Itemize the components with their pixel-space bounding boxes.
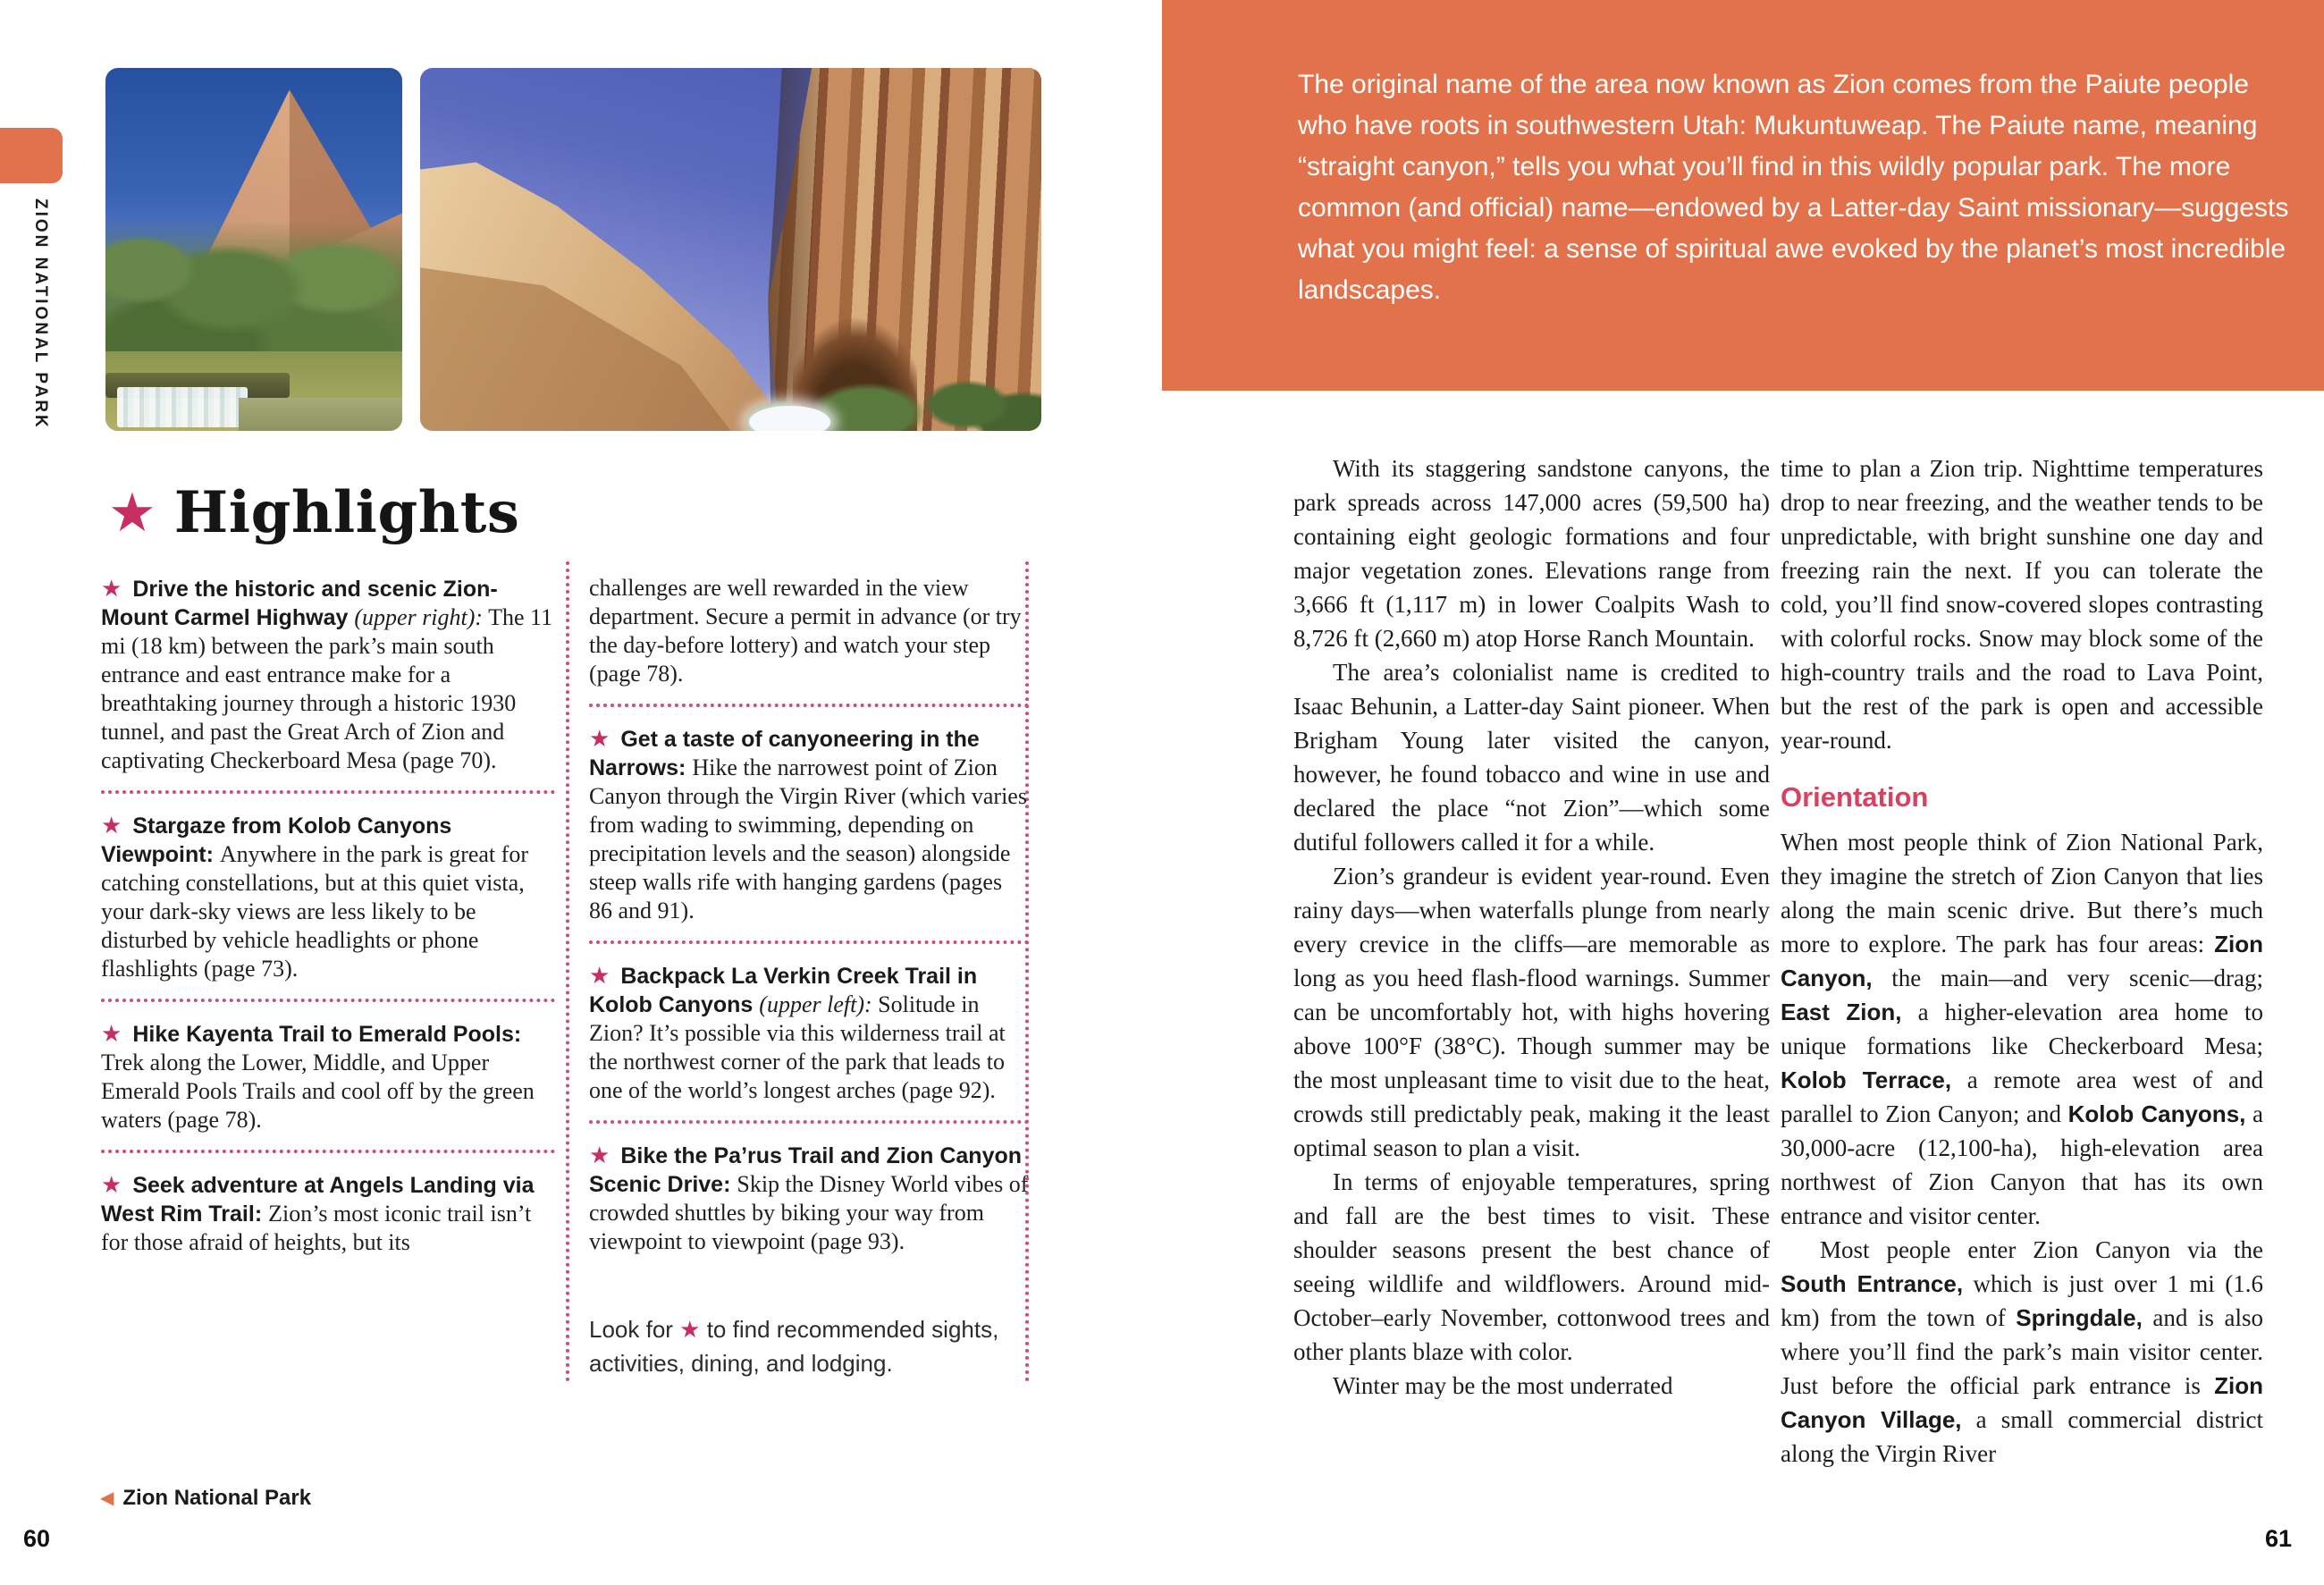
highlight-entry (589, 724, 1033, 925)
dotted-separator (101, 1150, 555, 1153)
photo-canyon-arch-image (420, 68, 1041, 431)
highlights-heading (108, 479, 519, 546)
highlights-column-1 (101, 574, 559, 1257)
star-icon: ★ (101, 1020, 122, 1047)
breadcrumb (100, 1486, 311, 1511)
photo-waterfall (117, 387, 248, 427)
intro-banner-text: The original name of the area now known as Zion comes from the Paiute people who have roots in southwestern Utah: Mukuntuweap. The Paiute name, meaning “straight canyon,” tells you what you’ll find in this wildly popular park. The more common (and official) name—endowed by a Latter-day Saint missionary—suggests what you might feel: a sense of spiritual awe evoked by the planet’s most incredible landscapes. (1298, 70, 2289, 305)
paragraph: When most people think of Zion National Park, they imagine the stretch of Zion Canyon that lies along the main scenic drive. But there’s much more to explore. The park has four areas: Zion Canyon, the main—and very scenic—drag; East Zion, a higher-elevation area home to unique formations like Checkerboard Mesa; Kolob Terrace, a remote area west of and parallel to Zion Canyon; and Kolob Canyons, a 30,000-acre (12,100-ha), high-elevation area northwest of Zion Canyon that has its own entrance and visitor center. (1781, 829, 2270, 1229)
highlight-entry-text: Backpack La Verkin Creek Trail in Kolob Canyons (upper left): Solitude in Zion? It’s possible via this wilderness trail at the northwest corner of the park that leads to one of the world’s longest arches (page 92). (589, 964, 1012, 1103)
breadcrumb-label: Zion National Park (122, 1486, 312, 1510)
highlight-entry-text: Drive the historic and scenic Zion-Mount Carmel Highway (upper right): The 11 mi (18 km) between the park’s main south entrance and east entrance make for a breathtaking journey through a historic 1930 tunnel, and past the Great Arch of Zion and captivating Checkerboard Mesa (page 70). (101, 577, 559, 773)
star-icon: ★ (108, 482, 156, 543)
dotted-separator (101, 790, 555, 794)
article-column-1 (1293, 451, 1776, 1403)
paragraph: time to plan a Zion trip. Nighttime temperatures drop to near freezing, and the weather tends to be unpredictable, with bright sunshine one day and freezing rain the next. If you can tolerate the cold, you’ll find snow-covered slopes contrasting with colorful rocks. Snow may block some of the high-country trails and the road to Lava Point, but the rest of the park is open and accessible year-round. (1781, 455, 2269, 754)
look-for-text: Look for ★ to find recommended sights, activities, dining, and lodging. (589, 1316, 1006, 1377)
star-icon: ★ (589, 962, 610, 989)
paragraph: Most people enter Zion Canyon via the South Entrance, which is just over 1 mi (1.6 km) from the town of Springdale, and is also where you’ll find the park’s main visitor center. Just before the official park entrance is Zion Canyon Village, a small commercial district along the Virgin River (1781, 1236, 2270, 1467)
photo-bushes (420, 373, 1041, 431)
paragraph: Winter may be the most underrated (1333, 1372, 1673, 1399)
back-triangle-icon: ◀ (100, 1488, 114, 1508)
highlight-entry-text: Hike Kayenta Trail to Emerald Pools: Trek along the Lower, Middle, and Upper Emerald Pools Trails and cool off by the green waters (page 78). (101, 1022, 541, 1133)
highlight-entry-text: Bike the Pa’rus Trail and Zion Canyon Scenic Drive: Skip the Disney World vibes of crowded shuttles by biking your way from viewpoint to viewpoint (page 93). (589, 1143, 1034, 1254)
photo-waterfall-peak-image (105, 68, 402, 431)
highlight-entry (101, 1170, 555, 1257)
paragraph: The area’s colonialist name is credited to Isaac Behunin, a Latter-day Saint pioneer. When Brigham Young later visited the canyon, however, he found tobacco and wine in use and declared the place “not Zion”—which some dutiful followers called it for a while. (1293, 659, 1776, 856)
highlights-column-2 (589, 574, 1034, 1256)
intro-banner (1162, 0, 2324, 391)
star-icon: ★ (101, 812, 122, 839)
page-number-left: 60 (23, 1525, 51, 1552)
dotted-separator (589, 704, 1029, 707)
highlight-entry (589, 1141, 1034, 1256)
highlights-title: Highlights (173, 479, 520, 546)
orientation-heading: Orientation (1781, 781, 1929, 813)
highlight-entry-text: Get a taste of canyoneering in the Narrows: Hike the narrowest point of Zion Canyon through the Virgin River (which varies from wading to swimming, depending on precipitation levels and the season) alongside steep walls rife with hanging gardens (pages 86 and 91). (589, 727, 1033, 923)
paragraph: In terms of enjoyable temperatures, spring and fall are the best times to visit. These shoulder seasons present the best chance of seeing wildlife and wildflowers. Around mid-October–early November, cottonwood trees and other plants blaze with color. (1293, 1168, 1776, 1365)
paragraph: Zion’s grandeur is evident year-round. Even rainy days—when waterfalls plunge from nearly every crevice in the cliffs—are memorable as long as you heed flash-flood warnings. Summer can be uncomfortably hot, with highs hovering above 100°F (38°C). Though summer may be the most unpleasant time to visit due to the heat, crowds still predictably peak, making it the least optimal season to plan a visit. (1293, 863, 1776, 1161)
chapter-tab (0, 128, 63, 183)
photo-pool (239, 398, 402, 431)
article-column-2 (1781, 451, 2270, 1471)
highlight-entry-text: Stargaze from Kolob Canyons Viewpoint: Anywhere in the park is great for catching constellations, but at this quiet vista, your dark-sky views are less likely to be disturbed by vehicle headlights or phone flashlights (page 73). (101, 814, 535, 982)
highlight-entry (589, 961, 1029, 1105)
star-icon: ★ (589, 725, 610, 752)
star-icon: ★ (589, 1142, 610, 1168)
highlight-entry (101, 574, 559, 775)
page-number-right: 61 (2264, 1525, 2292, 1552)
star-icon: ★ (101, 1171, 122, 1198)
highlight-entry (101, 811, 555, 983)
dotted-separator (589, 1120, 1029, 1124)
star-icon: ★ (101, 575, 122, 602)
dotted-separator (589, 940, 1029, 944)
highlight-entry (101, 1019, 555, 1134)
dotted-separator (101, 999, 555, 1002)
paragraph: With its staggering sandstone canyons, the park spreads across 147,000 acres (59,500 ha) containing eight geologic formations and four major vegetation zones. Elevations range from 3,666 ft (1,117 m) in lower Coalpits Wash to 8,726 ft (2,660 m) atop Horse Ranch Mountain. (1293, 455, 1776, 652)
highlight-entry-text: challenges are well rewarded in the view department. Secure a permit in advance (or try the day-before lottery) and watch your step (page 78). (589, 575, 1028, 687)
highlight-entry-continued (589, 574, 1029, 688)
chapter-sidebar-label: ZION NATIONAL PARK (31, 198, 50, 430)
highlight-entry-text: Seek adventure at Angels Landing via West Rim Trail: Zion’s most iconic trail isn’t for those afraid of heights, but its (101, 1173, 541, 1255)
look-for-note (589, 1312, 1045, 1380)
dotted-column-divider (566, 561, 569, 1382)
